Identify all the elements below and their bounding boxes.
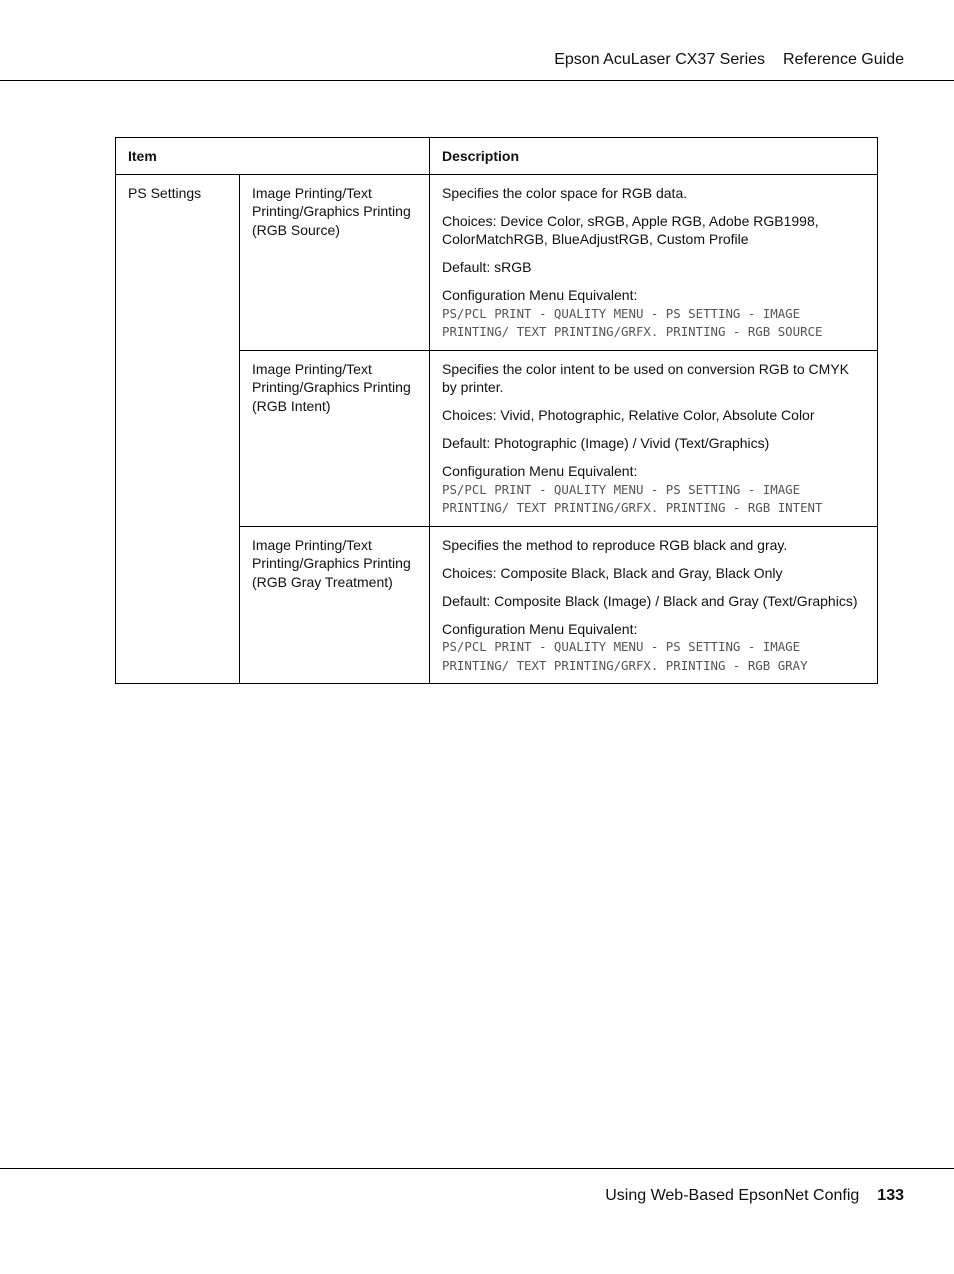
description-cell (430, 174, 878, 350)
default: Default: Composite Black (Image) / Black and Gray (Text/Graphics) (442, 592, 858, 609)
choices: Choices: Vivid, Photographic, Relative Color, Absolute Color (442, 407, 815, 423)
description-cell (430, 350, 878, 526)
default: Default: sRGB (442, 259, 532, 275)
config-path: PS/PCL PRINT - QUALITY MENU - PS SETTING - IMAGE PRINTING/ TEXT PRINTING/GRFX. PRINTING - RGB INTENT (442, 481, 823, 515)
summary: Specifies the method to reproduce RGB black and gray. (442, 536, 788, 553)
item-cell: Image Printing/Text Printing/Graphics Printing (RGB Intent) (240, 350, 430, 526)
summary: Specifies the color intent to be used on conversion RGB to CMYK by printer. (442, 360, 849, 395)
running-footer (605, 1187, 904, 1205)
header-item: Item (116, 138, 430, 175)
config-path: PS/PCL PRINT - QUALITY MENU - PS SETTING - IMAGE PRINTING/ TEXT PRINTING/GRFX. PRINTING - RGB GRAY (442, 639, 808, 673)
running-header (554, 51, 904, 69)
config-path: PS/PCL PRINT - QUALITY MENU - PS SETTING - IMAGE PRINTING/ TEXT PRINTING/GRFX. PRINTING - RGB SOURCE (442, 305, 823, 339)
summary: Specifies the color space for RGB data. (442, 184, 688, 201)
choices: Choices: Device Color, sRGB, Apple RGB, Adobe RGB1998, ColorMatchRGB, BlueAdjustRGB, Custom Profile (442, 212, 819, 247)
footer-rule (0, 1168, 954, 1169)
description-cell (430, 526, 878, 684)
section-title: Using Web-Based EpsonNet Config (605, 1187, 860, 1204)
settings-table (115, 137, 878, 684)
table-row (116, 174, 878, 350)
table-header-row (116, 138, 878, 175)
page-number: 133 (877, 1187, 904, 1204)
item-cell: Image Printing/Text Printing/Graphics Printing (RGB Source) (240, 174, 430, 350)
config-label: Configuration Menu Equivalent: (442, 620, 638, 637)
item-cell: Image Printing/Text Printing/Graphics Printing (RGB Gray Treatment) (240, 526, 430, 684)
product-name: Epson AcuLaser CX37 Series (554, 51, 766, 68)
group-cell: PS Settings (116, 174, 240, 684)
default: Default: Photographic (Image) / Vivid (Text/Graphics) (442, 435, 770, 451)
header-description: Description (430, 138, 878, 175)
choices: Choices: Composite Black, Black and Gray, Black Only (442, 564, 783, 581)
config-label: Configuration Menu Equivalent: (442, 287, 638, 303)
config-label: Configuration Menu Equivalent: (442, 463, 638, 479)
guide-name: Reference Guide (783, 51, 904, 68)
header-rule (0, 80, 954, 81)
